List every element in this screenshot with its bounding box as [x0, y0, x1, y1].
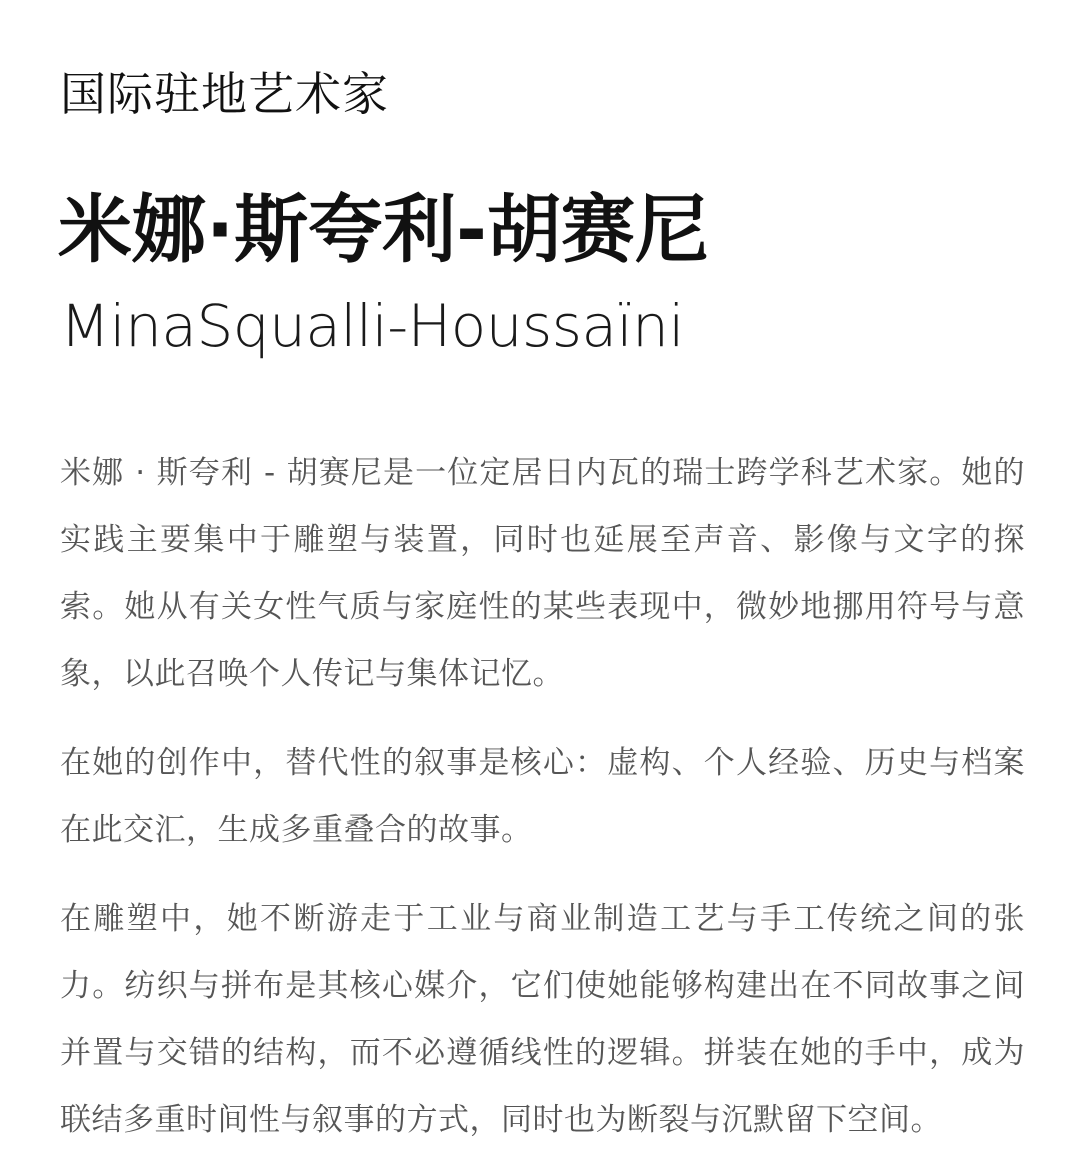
section-label: 国际驻地艺术家 — [60, 67, 389, 121]
bio-paragraph: 在她的创作中，替代性的叙事是核心：虚构、个人经验、历史与档案在此交汇，生成多重叠合的故事。 — [60, 745, 1025, 848]
artist-biography — [60, 440, 1025, 1176]
bio-paragraph: 米娜 · 斯夸利 - 胡赛尼是一位定居日内瓦的瑞士跨学科艺术家。她的实践主要集中于雕塑与装置，同时也延展至声音、影像与文字的探索。她从有关女性气质与家庭性的某些表现中，微妙地挪用符号与意象，以此召唤个人传记与集体记忆。 — [60, 455, 1025, 692]
bio-paragraph: 在雕塑中，她不断游走于工业与商业制造工艺与手工传统之间的张力。纺织与拼布是其核心媒介，它们使她能够构建出在不同故事之间并置与交错的结构，而不必遵循线性的逻辑。拼装在她的手中，成为联结多重时间性与叙事的方式，同时也为断裂与沉默留下空间。 — [60, 901, 1025, 1138]
artist-name-english: MinaSqualli-Houssaïni — [60, 292, 684, 360]
artist-name-chinese: 米娜·斯夸利-胡赛尼 — [58, 187, 709, 273]
